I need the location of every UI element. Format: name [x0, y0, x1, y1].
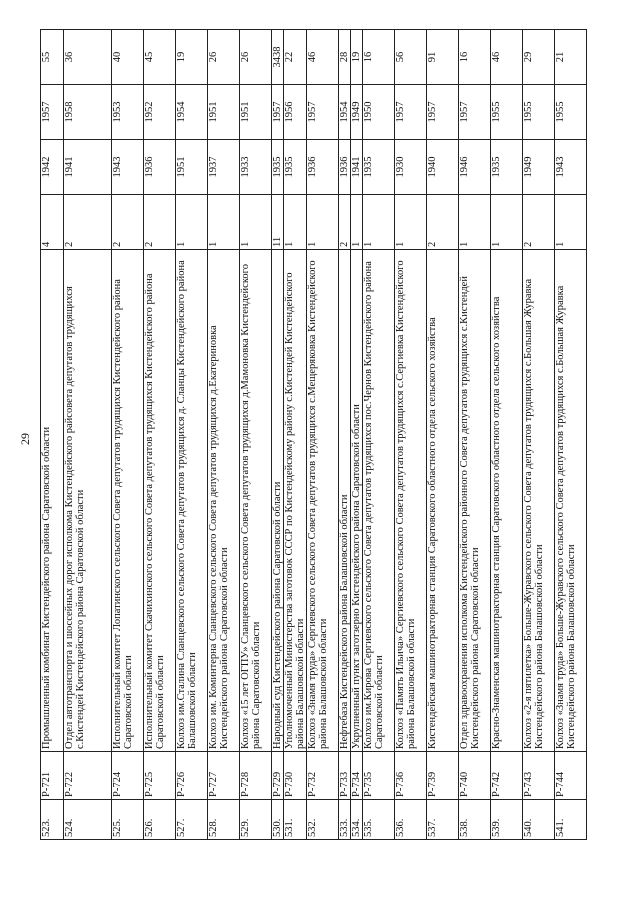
inventory-count: 1 [363, 195, 395, 250]
end-year: 1954 [339, 85, 351, 140]
table-row [491, 30, 523, 840]
fund-title: Колхоз «2-я пятилетка» Больше-Журавского сельского Совета депутатов трудящихся с.Большая Журавка Кистендейского района Балашовской области [523, 250, 555, 752]
fund-code: Р-730 [284, 752, 307, 800]
fund-code: Р-734 [351, 752, 363, 800]
fund-title: Промышленный комбинат Кистендейского района Саратовской области [41, 250, 64, 752]
end-year: 1957 [459, 85, 491, 140]
inventory-count: 1 [307, 195, 339, 250]
inventory-count: 1 [284, 195, 307, 250]
file-count: 21 [555, 30, 587, 85]
fund-title: Колхоз «Знамя труда» Больше-Журавского сельского Совета депутатов трудящихся с.Большая Журавка Кистендейского района Балашовской области [555, 250, 587, 752]
table-row [41, 30, 64, 840]
fund-title: Колхоз им.Кирова Сергиевского сельского Совета депутатов трудящихся пос.Чернов Кистендейского района Саратовской области [363, 250, 395, 752]
fund-title: Народный суд Кистендейского района Саратовской области [272, 250, 284, 752]
file-count: 91 [427, 30, 459, 85]
row-index: 538. [459, 800, 491, 840]
fund-code: Р-725 [144, 752, 176, 800]
table-row [523, 30, 555, 840]
row-index: 525. [112, 800, 144, 840]
inventory-count: 11 [272, 195, 284, 250]
row-index: 537. [427, 800, 459, 840]
table-row [555, 30, 587, 840]
start-year: 1951 [176, 140, 208, 195]
table-row [272, 30, 284, 840]
inventory-count: 2 [427, 195, 459, 250]
fund-title: Отдел здравоохранения исполкома Кистендейского районного Совета депутатов трудящихся с.Кистендей Кистендейского района Саратовской области [459, 250, 491, 752]
end-year: 1955 [523, 85, 555, 140]
inventory-count: 1 [491, 195, 523, 250]
fund-code: Р-732 [307, 752, 339, 800]
table-row [64, 30, 112, 840]
file-count: 16 [459, 30, 491, 85]
fund-title: Красно-Знаменская машинотракторная станция Саратовского областного отдела сельского хозяйства [491, 250, 523, 752]
end-year: 1955 [555, 85, 587, 140]
start-year: 1936 [307, 140, 339, 195]
start-year: 1936 [339, 140, 351, 195]
end-year: 1957 [272, 85, 284, 140]
end-year: 1951 [208, 85, 240, 140]
row-index: 541. [555, 800, 587, 840]
table-row [427, 30, 459, 840]
fund-code: Р-740 [459, 752, 491, 800]
start-year: 1933 [240, 140, 272, 195]
fund-title: Колхоз «Знамя труда» Сергиевского сельского Совета депутатов трудящихся с.Мещеряковка Кистендейского района Балашовской области [307, 250, 339, 752]
file-count: 22 [284, 30, 307, 85]
table-row [363, 30, 395, 840]
fund-title: Отдел автотранспорта и шоссейных дорог исполкома Кистендейского райсовета депутатов трудящихся с.Кистендей Кистендейского района Саратовской области [64, 250, 112, 752]
end-year: 1952 [144, 85, 176, 140]
row-index: 536. [395, 800, 427, 840]
inventory-count: 1 [459, 195, 491, 250]
file-count: 28 [339, 30, 351, 85]
row-index: 539. [491, 800, 523, 840]
table-row [176, 30, 208, 840]
row-index: 526. [144, 800, 176, 840]
start-year: 1935 [363, 140, 395, 195]
table-row [351, 30, 363, 840]
start-year: 1943 [112, 140, 144, 195]
row-index: 534. [351, 800, 363, 840]
table-row [339, 30, 351, 840]
file-count: 16 [363, 30, 395, 85]
fund-title: Кистендейская машинотракторная станция Саратовского областного отдела сельского хозяйства [427, 250, 459, 752]
row-index: 532. [307, 800, 339, 840]
start-year: 1937 [208, 140, 240, 195]
inventory-count: 1 [555, 195, 587, 250]
row-index: 523. [41, 800, 64, 840]
fund-code: Р-727 [208, 752, 240, 800]
row-index: 531. [284, 800, 307, 840]
row-index: 524. [64, 800, 112, 840]
table-row [208, 30, 240, 840]
inventory-count: 1 [240, 195, 272, 250]
row-index: 535. [363, 800, 395, 840]
fund-code: Р-733 [339, 752, 351, 800]
table-row [395, 30, 427, 840]
fund-code: Р-729 [272, 752, 284, 800]
archive-fund-table [40, 29, 587, 840]
start-year: 1943 [555, 140, 587, 195]
end-year: 1957 [41, 85, 64, 140]
start-year: 1949 [523, 140, 555, 195]
file-count: 3438 [272, 30, 284, 85]
fund-title: Колхоз «Память Ильича» Сергиевского сельского Совета депутатов трудящихся с.Сергиевка Кистендейского района Балашовской области [395, 250, 427, 752]
fund-code: Р-744 [555, 752, 587, 800]
end-year: 1953 [112, 85, 144, 140]
inventory-count: 2 [339, 195, 351, 250]
fund-title: Исполнительный комитет Скачихинского сельского Совета депутатов трудящихся Кистендейского района Саратовской области [144, 250, 176, 752]
fund-code: Р-742 [491, 752, 523, 800]
file-count: 45 [144, 30, 176, 85]
inventory-count: 2 [523, 195, 555, 250]
row-index: 529. [240, 800, 272, 840]
rotated-page [40, 30, 600, 840]
start-year: 1942 [41, 140, 64, 195]
start-year: 1946 [459, 140, 491, 195]
fund-title: Укрупненный пункт заготзерно Кистендейского района Саратовской области [351, 250, 363, 752]
inventory-count: 1 [395, 195, 427, 250]
fund-code: Р-739 [427, 752, 459, 800]
page-number: 29 [18, 433, 32, 445]
row-index: 533. [339, 800, 351, 840]
table-row [112, 30, 144, 840]
row-index: 528. [208, 800, 240, 840]
file-count: 26 [240, 30, 272, 85]
file-count: 29 [523, 30, 555, 85]
fund-code: Р-743 [523, 752, 555, 800]
file-count: 46 [491, 30, 523, 85]
row-index: 540. [523, 800, 555, 840]
start-year: 1941 [351, 140, 363, 195]
fund-title: Нефтебаза Кистендейского района Балашовской области [339, 250, 351, 752]
inventory-count: 2 [144, 195, 176, 250]
table-row [284, 30, 307, 840]
file-count: 55 [41, 30, 64, 85]
fund-code: Р-721 [41, 752, 64, 800]
file-count: 56 [395, 30, 427, 85]
fund-code: Р-728 [240, 752, 272, 800]
table-row [307, 30, 339, 840]
start-year: 1935 [284, 140, 307, 195]
end-year: 1954 [176, 85, 208, 140]
table-row [144, 30, 176, 840]
fund-title: Колхоз им.Сталина Сланцевского сельского Совета депутатов трудящихся д. Сланцы Кистендейского района Балашовской области [176, 250, 208, 752]
file-count: 19 [176, 30, 208, 85]
start-year: 1935 [272, 140, 284, 195]
inventory-count: 2 [112, 195, 144, 250]
fund-title: Уполномоченный Министерства заготовок СССР по Кистендейскому району с.Кистендей Кистендейского района Балашовской области [284, 250, 307, 752]
fund-title: Колхоз «15 лет ОГПУ» Сланцевского сельского Совета депутатов трудящихся д.Мамоновка Кистендейского района Саратовской области [240, 250, 272, 752]
start-year: 1935 [491, 140, 523, 195]
fund-code: Р-736 [395, 752, 427, 800]
fund-code: Р-726 [176, 752, 208, 800]
table-row [459, 30, 491, 840]
file-count: 19 [351, 30, 363, 85]
start-year: 1930 [395, 140, 427, 195]
end-year: 1955 [491, 85, 523, 140]
file-count: 26 [208, 30, 240, 85]
inventory-count: 2 [64, 195, 112, 250]
inventory-count: 4 [41, 195, 64, 250]
fund-code: Р-724 [112, 752, 144, 800]
fund-code: Р-735 [363, 752, 395, 800]
end-year: 1958 [64, 85, 112, 140]
row-index: 527. [176, 800, 208, 840]
table-row [240, 30, 272, 840]
end-year: 1949 [351, 85, 363, 140]
inventory-count: 1 [176, 195, 208, 250]
end-year: 1957 [307, 85, 339, 140]
inventory-count: 1 [208, 195, 240, 250]
inventory-count: 1 [351, 195, 363, 250]
file-count: 36 [64, 30, 112, 85]
end-year: 1951 [240, 85, 272, 140]
file-count: 46 [307, 30, 339, 85]
file-count: 40 [112, 30, 144, 85]
row-index: 530. [272, 800, 284, 840]
fund-title: Исполнительный комитет Лопатинского сельского Совета депутатов трудящихся Кистендейского района Саратовской области [112, 250, 144, 752]
start-year: 1940 [427, 140, 459, 195]
fund-code: Р-722 [64, 752, 112, 800]
start-year: 1941 [64, 140, 112, 195]
fund-title: Колхоз им. Коминтерна Сланцевского сельского Совета депутатов трудящихся д.Екатериновка Кистендейского района Саратовской области [208, 250, 240, 752]
start-year: 1936 [144, 140, 176, 195]
end-year: 1957 [395, 85, 427, 140]
end-year: 1956 [284, 85, 307, 140]
end-year: 1950 [363, 85, 395, 140]
end-year: 1957 [427, 85, 459, 140]
